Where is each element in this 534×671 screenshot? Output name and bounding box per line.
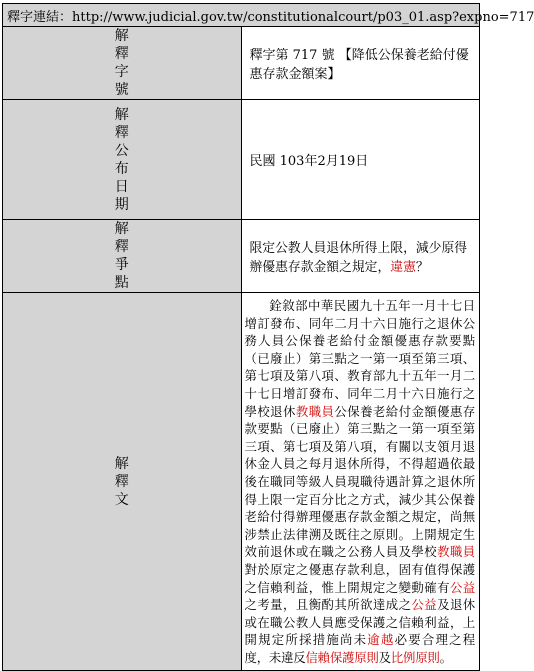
text-label [3, 293, 242, 671]
label-char: 點 [114, 275, 129, 291]
number-row [3, 27, 480, 100]
highlight-teachers: 教職員 [295, 403, 335, 419]
label-char: 解 [114, 28, 129, 44]
number-value: 釋字第 717 號 【降低公保養老給付優惠存款金額案】 [241, 27, 480, 100]
interpretation-text [242, 293, 480, 670]
label-char: 爭 [114, 257, 129, 273]
highlight-trust-protection: 信賴保護原則 [305, 649, 379, 665]
label-char: 布 [114, 160, 129, 177]
issue-text: 限定公教人員退休所得上限，減少原得辦優惠存款金額之規定， [249, 241, 468, 275]
link-label: 釋字連結： [7, 9, 73, 25]
highlight-exceed: 逾越 [367, 632, 395, 648]
highlight-public-interest: 公益 [449, 579, 475, 595]
text-segment: 銓敘部中華民國九十五年一月十七日增訂發布、同年二月十六日施行之退休公務人員公保養老給付金額優惠存款要點（已廢止）第三點之一第一項至第三項、第七項及第八項、教育部九十五年一月二十七日增訂發布、同年二月十六日施行之學校退休 [244, 298, 475, 419]
label-char: 釋 [114, 46, 129, 62]
date-row [3, 100, 480, 220]
number-label [3, 27, 242, 100]
text-row [3, 293, 480, 671]
link-header [3, 4, 534, 27]
highlight-public-interest: 公益 [411, 597, 438, 613]
label-char: 釋 [114, 239, 129, 255]
text-segment: 之考量，且衡酌其所欲達成之 [244, 597, 412, 613]
interpretation-text-cell [241, 293, 480, 671]
text-segment: 公保養老給付金額優惠存款要點（已廢止）第三點之一第一項至第三項、第七項及第八項，有關以支領月退休金人員之每月退休所得，不得超過依最後在職同等級人員現職待遇計算之退休所得上限一定百分比之方式，減少其公保養老給付得辦理優惠存款金額之規定，尚無涉禁止法律溯及既往之原則。上開規定生效前退休或在職之公務人員及學校 [244, 403, 476, 560]
interpretation-table [2, 3, 534, 671]
text-segment: 對於原定之優惠存款利息，固有值得保護之信賴利益，惟上開規定之變動確有 [244, 561, 475, 595]
issue-value [241, 220, 480, 293]
unconstitutional-highlight: 違憲 [390, 260, 416, 275]
issue-label [3, 220, 242, 293]
label-char: 日 [114, 178, 129, 195]
interpretation-url-link[interactable]: http://www.judicial.gov.tw/constitutionalcourt/p03_01.asp?expno=717 [72, 9, 534, 25]
label-char: 釋 [114, 473, 129, 490]
text-segment: 及退休或在職公教人員應受保護之信賴利益，上開規定所採措施尚未 [244, 597, 475, 648]
header-row [3, 4, 480, 27]
label-char: 公 [114, 142, 129, 159]
text-segment: 及 [378, 649, 391, 665]
text-segment: 必要合理之程度，未違反 [244, 632, 475, 665]
issue-question-mark: ？ [415, 260, 429, 275]
label-char: 字 [114, 64, 129, 80]
date-label [3, 100, 242, 220]
label-char: 解 [114, 106, 129, 123]
label-char: 解 [114, 455, 129, 472]
label-char: 釋 [114, 124, 129, 141]
text-segment: 。 [439, 649, 452, 665]
highlight-teachers: 教職員 [437, 544, 475, 560]
label-char: 解 [114, 221, 129, 237]
label-char: 號 [114, 82, 129, 98]
issue-row [3, 220, 480, 293]
label-char: 期 [114, 196, 129, 213]
label-char: 文 [114, 491, 129, 508]
date-value: 民國 103年2月19日 [241, 100, 480, 220]
highlight-proportionality: 比例原則 [390, 649, 440, 665]
